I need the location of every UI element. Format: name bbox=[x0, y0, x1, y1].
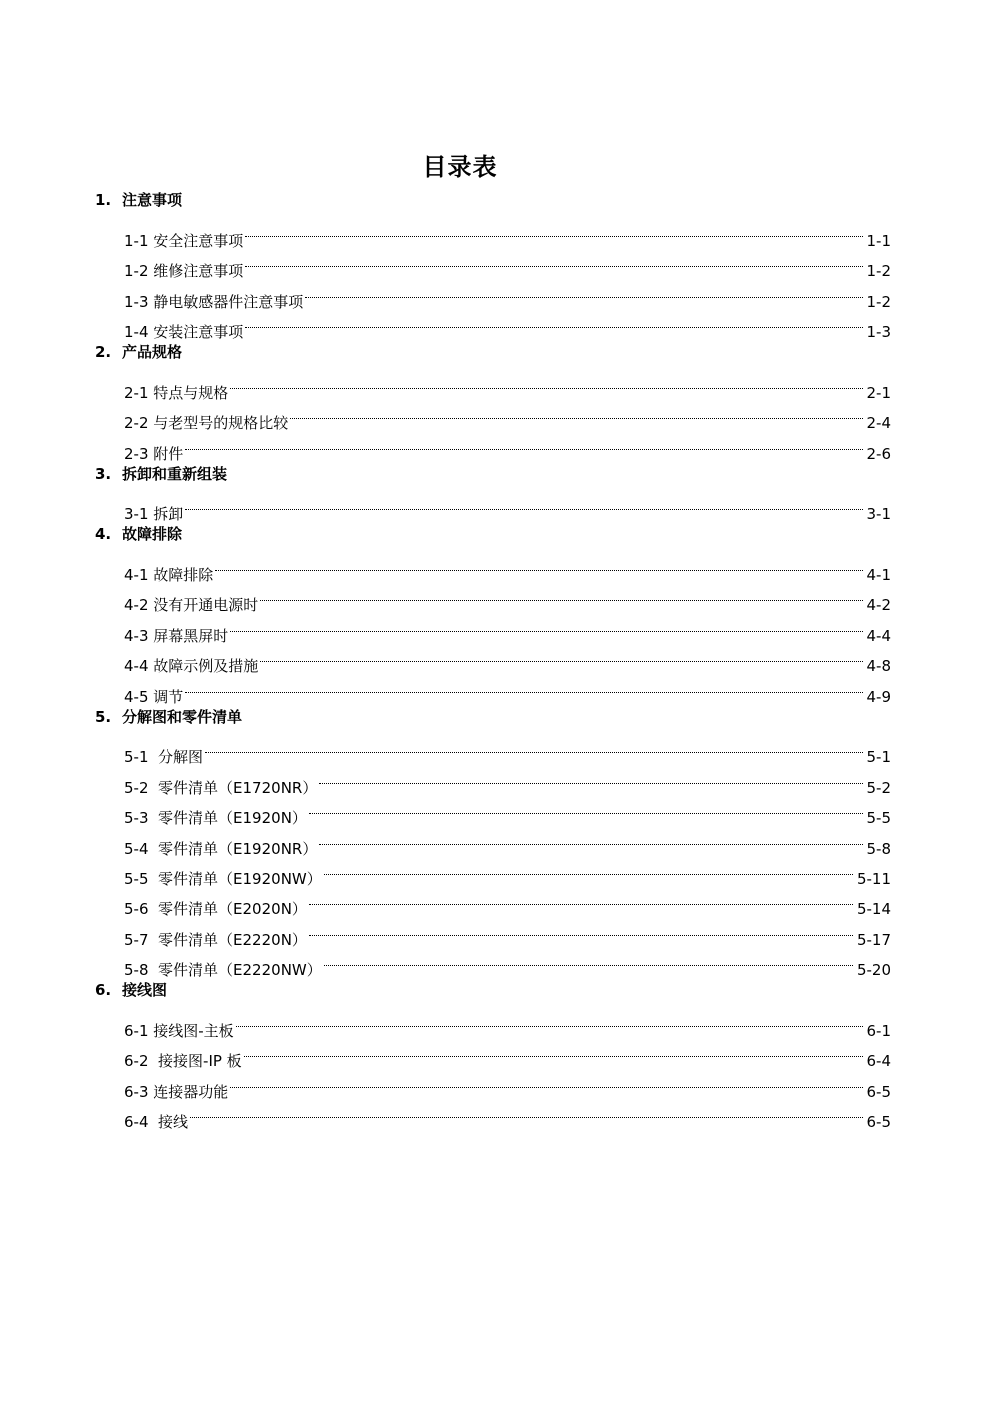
dot-leader bbox=[215, 550, 864, 580]
dot-leader bbox=[305, 276, 864, 306]
toc-entry-page-number: 5-11 bbox=[856, 869, 891, 888]
dot-leader bbox=[290, 398, 864, 428]
dot-leader bbox=[319, 762, 864, 792]
toc-entry-page-number: 4-9 bbox=[866, 687, 891, 706]
toc-entry-label: 4-5 调节 bbox=[124, 687, 184, 706]
toc-entry-label: 5-7 零件清单（E2220N） bbox=[124, 930, 307, 949]
toc-entry-label: 5-4 零件清单（E1920NR） bbox=[124, 839, 318, 858]
toc-entry[interactable] bbox=[124, 641, 891, 676]
dot-leader bbox=[309, 793, 865, 823]
section-title: 故障排除 bbox=[122, 525, 183, 544]
toc-entry[interactable] bbox=[124, 1066, 891, 1101]
dot-leader bbox=[309, 884, 855, 914]
toc-entry[interactable] bbox=[124, 1097, 891, 1132]
dot-leader bbox=[244, 1036, 865, 1066]
dot-leader bbox=[230, 1066, 864, 1096]
toc-entry-label: 4-4 故障示例及措施 bbox=[124, 657, 259, 676]
dot-leader bbox=[185, 489, 864, 519]
toc-entry[interactable] bbox=[124, 367, 891, 402]
dot-leader bbox=[230, 367, 864, 397]
toc-entry[interactable] bbox=[124, 610, 891, 645]
toc-entry-page-number: 4-2 bbox=[866, 596, 891, 615]
dot-leader bbox=[245, 215, 864, 245]
section-heading bbox=[95, 702, 891, 732]
toc-entry[interactable] bbox=[124, 580, 891, 615]
section-number: 6. bbox=[95, 981, 112, 1000]
dot-leader bbox=[236, 1006, 865, 1036]
toc-entry[interactable] bbox=[124, 489, 891, 524]
dot-leader bbox=[324, 854, 855, 884]
section-title: 接线图 bbox=[122, 981, 168, 1000]
toc-entry-page-number: 1-1 bbox=[866, 231, 891, 250]
toc-entry-label: 6-3 连接器功能 bbox=[124, 1082, 229, 1101]
toc-entry-label: 1-3 静电敏感器件注意事项 bbox=[124, 292, 304, 311]
section-number: 5. bbox=[95, 707, 112, 726]
dot-leader bbox=[205, 732, 864, 762]
toc-entry-page-number: 6-5 bbox=[866, 1082, 891, 1101]
toc-entry-page-number: 4-8 bbox=[866, 657, 891, 676]
toc-entry-label: 6-2 接接图-IP 板 bbox=[124, 1052, 242, 1071]
dot-leader bbox=[185, 428, 864, 458]
toc-entry-label: 2-3 附件 bbox=[124, 444, 184, 463]
section-heading bbox=[95, 185, 891, 215]
toc-entry-label: 1-4 安装注意事项 bbox=[124, 322, 244, 341]
section-number: 1. bbox=[95, 191, 112, 209]
toc-entry-page-number: 5-2 bbox=[866, 778, 891, 797]
dot-leader bbox=[245, 246, 864, 276]
toc-entry-page-number: 5-1 bbox=[866, 748, 891, 767]
toc-entry-label: 1-2 维修注意事项 bbox=[124, 262, 244, 281]
toc-entry-label: 4-3 屏幕黑屏时 bbox=[124, 626, 229, 645]
toc-entry[interactable] bbox=[124, 215, 891, 250]
toc-entry[interactable] bbox=[124, 671, 891, 706]
toc-entry[interactable] bbox=[124, 398, 891, 433]
section-number: 3. bbox=[95, 464, 112, 483]
toc-entry-page-number: 1-2 bbox=[866, 262, 891, 281]
dot-leader bbox=[309, 914, 855, 944]
toc-entry-label: 2-1 特点与规格 bbox=[124, 383, 229, 402]
dot-leader bbox=[319, 823, 864, 853]
dot-leader bbox=[324, 945, 855, 975]
toc-entry-page-number: 5-5 bbox=[866, 809, 891, 828]
toc-entry-label: 5-2 零件清单（E1720NR） bbox=[124, 778, 318, 797]
toc-entry-page-number: 4-1 bbox=[866, 566, 891, 585]
toc-entry-label: 6-4 接线 bbox=[124, 1113, 189, 1132]
dot-leader bbox=[230, 610, 864, 640]
section-heading bbox=[95, 519, 891, 549]
toc-entry-label: 3-1 拆卸 bbox=[124, 505, 184, 524]
toc-entry-page-number: 2-1 bbox=[866, 383, 891, 402]
toc-entry[interactable] bbox=[124, 1036, 891, 1071]
toc-entry-label: 1-1 安全注意事项 bbox=[124, 231, 244, 250]
toc-entry-page-number: 3-1 bbox=[866, 505, 891, 524]
toc-entry-page-number: 5-8 bbox=[866, 839, 891, 858]
section-title: 分解图和零件清单 bbox=[122, 707, 243, 726]
toc-entry-label: 5-3 零件清单（E1920N） bbox=[124, 809, 307, 828]
dot-leader bbox=[260, 580, 864, 610]
toc-entry-label: 4-1 故障排除 bbox=[124, 566, 214, 585]
section-number: 2. bbox=[95, 342, 112, 361]
toc-entry-page-number: 6-5 bbox=[866, 1113, 891, 1132]
toc-entry-page-number: 5-14 bbox=[856, 900, 891, 919]
toc-entry-label: 6-1 接线图-主板 bbox=[124, 1021, 234, 1040]
toc-entry-label: 4-2 没有开通电源时 bbox=[124, 596, 259, 615]
toc-entry-page-number: 5-17 bbox=[856, 930, 891, 949]
dot-leader bbox=[185, 671, 864, 701]
section-title: 注意事项 bbox=[122, 191, 183, 209]
toc-entry-page-number: 6-1 bbox=[866, 1021, 891, 1040]
section-heading bbox=[95, 459, 891, 489]
toc-entry-label: 5-5 零件清单（E1920NW） bbox=[124, 869, 322, 888]
page-title: 目录表 bbox=[422, 153, 498, 181]
toc-entry-label: 2-2 与老型号的规格比较 bbox=[124, 414, 289, 433]
section-number: 4. bbox=[95, 525, 112, 544]
toc-entry-page-number: 2-6 bbox=[866, 444, 891, 463]
dot-leader bbox=[190, 1097, 864, 1127]
dot-leader bbox=[260, 641, 864, 671]
toc-entry-page-number: 1-3 bbox=[866, 322, 891, 341]
toc-entry-page-number: 4-4 bbox=[866, 626, 891, 645]
toc-entry-page-number: 5-20 bbox=[856, 961, 891, 980]
toc-entry[interactable] bbox=[124, 428, 891, 463]
section-title: 产品规格 bbox=[122, 342, 183, 361]
toc-entry[interactable] bbox=[124, 732, 891, 767]
toc-entry-label: 5-8 零件清单（E2220NW） bbox=[124, 961, 322, 980]
table-of-contents bbox=[95, 185, 891, 1132]
dot-leader bbox=[245, 307, 864, 337]
toc-entry-label: 5-6 零件清单（E2020N） bbox=[124, 900, 307, 919]
toc-entry-label: 5-1 分解图 bbox=[124, 748, 204, 767]
toc-entry-page-number: 6-4 bbox=[866, 1052, 891, 1071]
toc-entry[interactable] bbox=[124, 762, 891, 797]
toc-entry-page-number: 1-2 bbox=[866, 292, 891, 311]
toc-entry[interactable] bbox=[124, 550, 891, 585]
toc-entry-page-number: 2-4 bbox=[866, 414, 891, 433]
toc-entry[interactable] bbox=[124, 1006, 891, 1040]
section-title: 拆卸和重新组装 bbox=[122, 464, 228, 483]
